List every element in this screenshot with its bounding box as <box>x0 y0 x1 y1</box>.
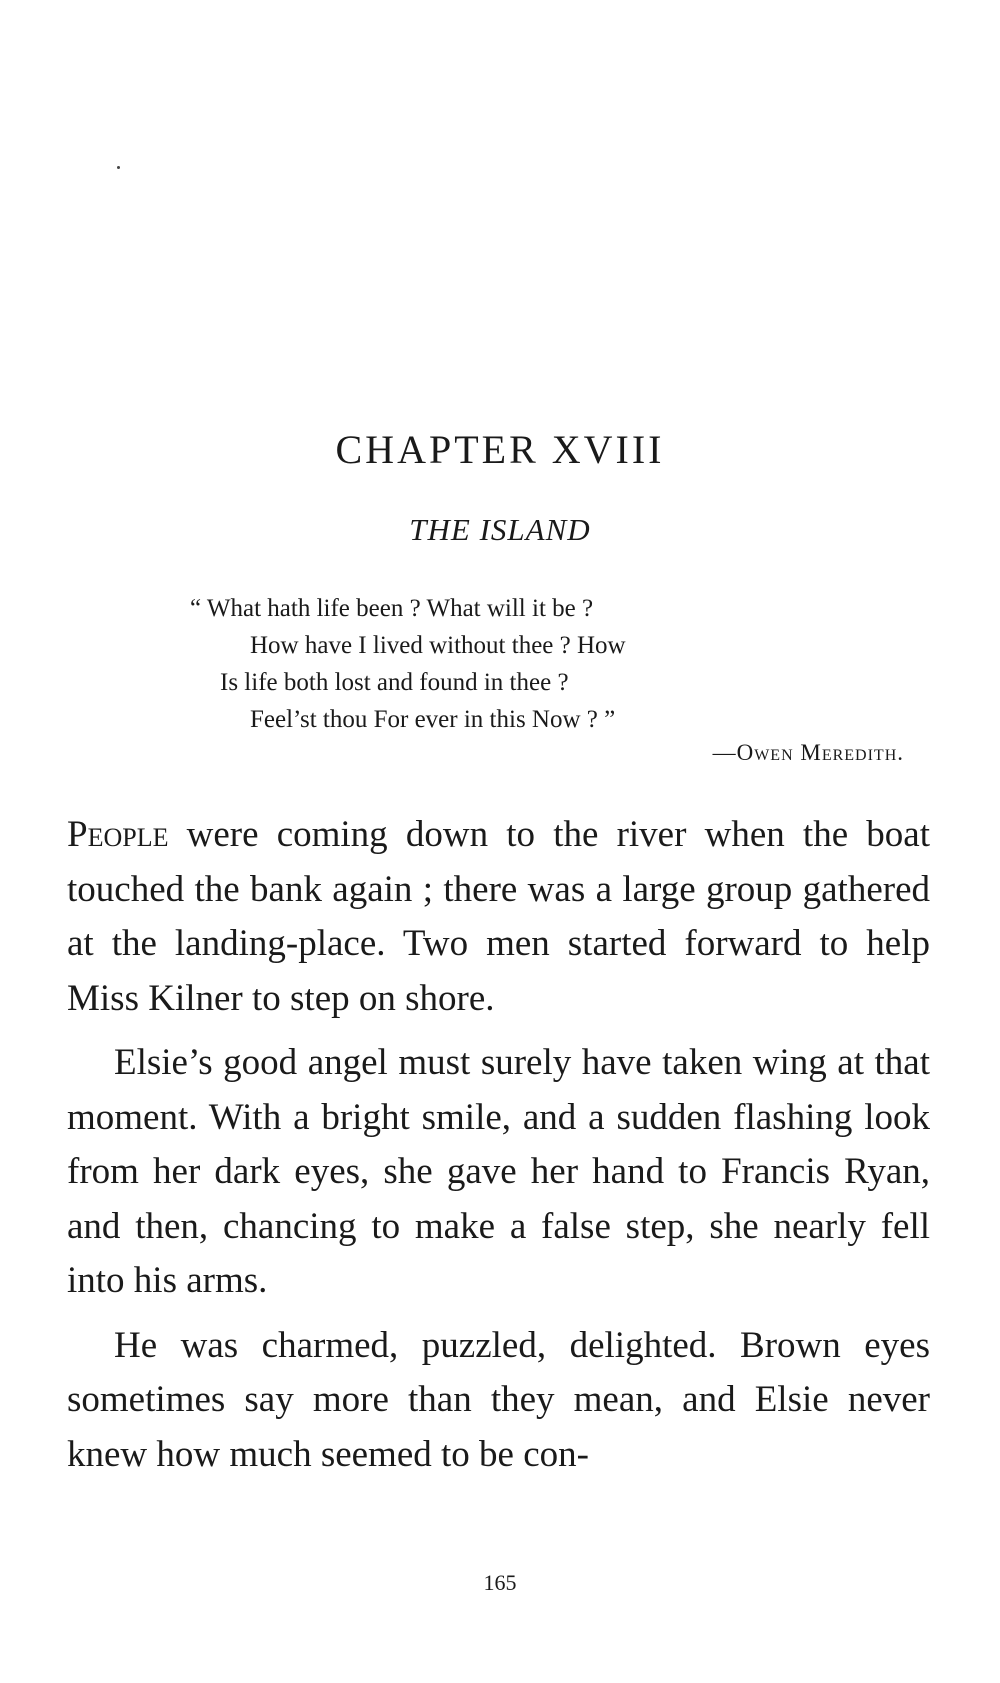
epigraph-attribution: —Owen Meredith. <box>712 740 904 765</box>
chapter-title: THE ISLAND <box>409 512 591 547</box>
paragraph: He was charmed, puzzled, delighted. Brown eyes sometimes say more than they mean, and Elsie never knew how much seemed to be con- <box>67 1324 930 1475</box>
page-speck <box>117 166 120 169</box>
paragraph-text: were coming down to the river when the boat touched the bank again ; there was a large group gathered at the landing-place. Two men started forward to help Miss Kilner to step on shore. <box>67 814 930 1019</box>
epigraph-line: How have I lived without thee ? How <box>250 632 626 659</box>
body-text <box>67 808 930 1492</box>
epigraph-line: Is life both lost and found in thee ? <box>220 669 569 696</box>
paragraph: Elsie’s good angel must surely have taken wing at that moment. With a bright smile, and a sudden flashing look from her dark eyes, she gave her hand to Francis Ryan, and then, chancing to make a false step, she nearly fell into his arms. <box>67 1042 930 1301</box>
paragraph <box>67 808 930 1026</box>
epigraph-line: “ What hath life been ? What will it be ? <box>190 595 594 622</box>
page-number: 165 <box>483 1570 517 1595</box>
chapter-heading: CHAPTER XVIII <box>335 427 665 472</box>
paragraph-first-word: People <box>67 814 169 855</box>
epigraph-line: Feel’st thou For ever in this Now ? ” <box>250 706 616 733</box>
